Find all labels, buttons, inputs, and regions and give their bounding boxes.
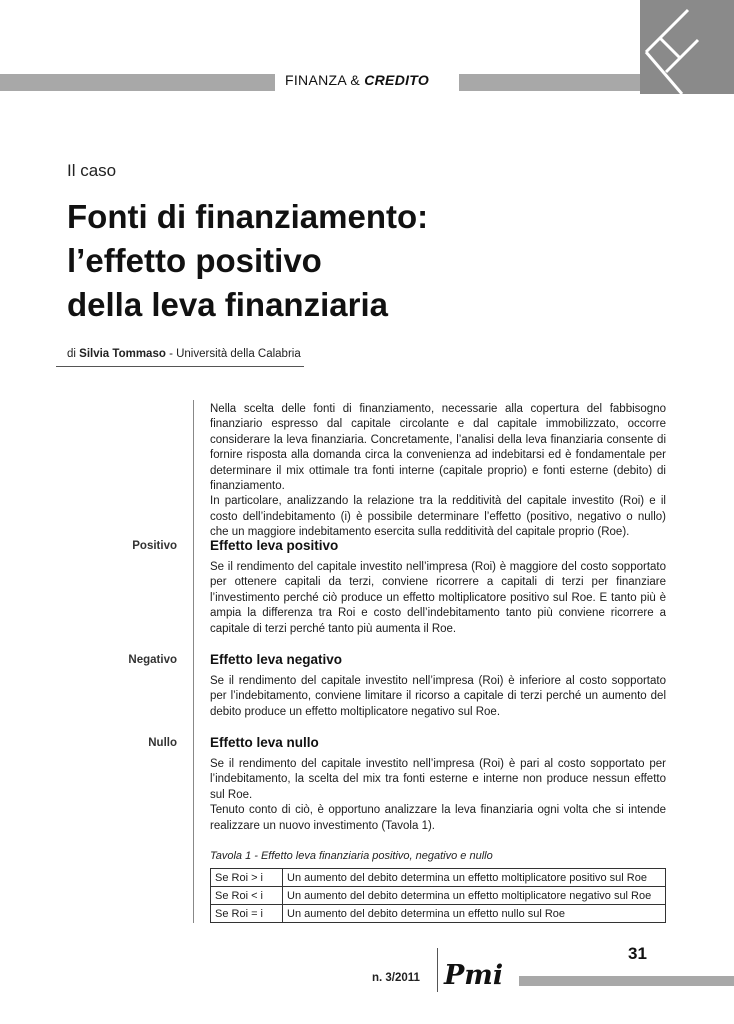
section-paragraph: Se il rendimento del capitale investito nell’impresa (Roi) è maggiore del costo sopportato per ottenere capitali da terzi, conviene ricorrere a capitali di terzi per finanziare l’investimento perché ciò produce un effetto moltiplicatore positivo sul Roe. E tanto più è ampia la differenza tra Roi e costo dell’indebitamento tanto più conviene ricorrere a capitale di terzi perché tanto più aumenta il Roe. — [210, 561, 666, 635]
article-kicker: Il caso — [67, 161, 117, 180]
footer-band — [519, 976, 734, 986]
section-title — [285, 72, 429, 88]
side-label-nullo: Nullo — [148, 737, 177, 749]
intro-text — [210, 402, 666, 541]
tavola-1 — [210, 868, 666, 923]
header-band-right — [459, 74, 640, 91]
table-cell-condition: Se Roi < i — [211, 887, 283, 905]
side-label-negativo: Negativo — [128, 654, 177, 666]
table-row — [211, 905, 666, 923]
section-text-nullo — [210, 757, 666, 834]
page-number: 31 — [628, 944, 647, 963]
article-title — [67, 195, 627, 327]
byline-prefix: di — [67, 348, 80, 360]
article-title-line: della leva finanziaria — [67, 286, 388, 323]
section-title-plain: FINANZA & — [285, 72, 365, 88]
table-caption: Tavola 1 - Effetto leva finanziaria positivo, negativo e nullo — [210, 850, 493, 862]
section-paragraph: Tenuto conto di ciò, è opportuno analizzare la leva finanziaria ogni volta che si intende realizzare un nuovo investimento (Tavola 1). — [210, 804, 666, 832]
section-text-negativo — [210, 674, 666, 720]
heading-effetto-negativo: Effetto leva negativo — [210, 652, 343, 667]
heading-effetto-nullo: Effetto leva nullo — [210, 735, 319, 750]
section-paragraph: Se il rendimento del capitale investito nell’impresa (Roi) è pari al costo sopportato per l’indebitamento, la scelta del mix tra fonti esterne e interne non produce nessun effetto sul Roe. — [210, 758, 666, 801]
section-tab — [640, 0, 734, 94]
table-row — [211, 887, 666, 905]
table-cell-condition: Se Roi > i — [211, 869, 283, 887]
intro-paragraph: In particolare, analizzando la relazione tra la redditività del capitale investito (Roi) e il costo dell’indebitamento (i) è possibile determinare l’effetto (positivo, negativo o nullo) che un maggiore indebitamento esercita sulla redditività del capitale proprio (Roe). — [210, 495, 666, 539]
article-title-line: l’effetto positivo — [67, 242, 322, 279]
intro-paragraph: Nella scelta delle fonti di finanziamento, necessarie alla copertura del fabbisogno finanziario espresso dal capitale circolante e dal capitale immobilizzato, occorre considerare la leva finanziaria. Concretamente, l’analisi della leva finanziaria consente di fornire risposta alla domanda circa la convenienza ad indebitarsi ed è fondamentale per determinare il mix ottimale tra fonti interne (capitale proprio) e fonti esterne (debito) di finanziamento. — [210, 403, 666, 493]
article-title-line: Fonti di finanziamento: — [67, 198, 429, 235]
table-cell-effect: Un aumento del debito determina un effetto nullo sul Roe — [283, 905, 666, 923]
header-band-left — [0, 74, 275, 91]
section-title-bold: CREDITO — [364, 72, 430, 88]
author-name: Silvia Tommaso — [79, 348, 166, 360]
table-row — [211, 869, 666, 887]
margin-rule — [193, 400, 194, 923]
section-paragraph: Se il rendimento del capitale investito nell’impresa (Roi) è inferiore al costo sopportato per l’indebitamento, conviene limitare il ricorso a capitale di terzi perché un aumento del debito produce un effetto moltiplicatore negativo sul Roe. — [210, 675, 666, 718]
table-cell-condition: Se Roi = i — [211, 905, 283, 923]
issue-number: n. 3/2011 — [372, 972, 420, 984]
magazine-logo: Pmi — [444, 960, 504, 991]
heading-effetto-positivo: Effetto leva positivo — [210, 538, 339, 553]
footer-divider — [437, 948, 438, 992]
author-affiliation: - Università della Calabria — [165, 348, 301, 360]
table-cell-effect: Un aumento del debito determina un effetto moltiplicatore positivo sul Roe — [283, 869, 666, 887]
table-cell-effect: Un aumento del debito determina un effetto moltiplicatore negativo sul Roe — [283, 887, 666, 905]
section-text-positivo — [210, 560, 666, 637]
byline — [67, 348, 301, 360]
side-label-positivo: Positivo — [132, 540, 177, 552]
section-tab-letter-f-icon — [640, 0, 734, 94]
byline-rule — [56, 366, 304, 367]
